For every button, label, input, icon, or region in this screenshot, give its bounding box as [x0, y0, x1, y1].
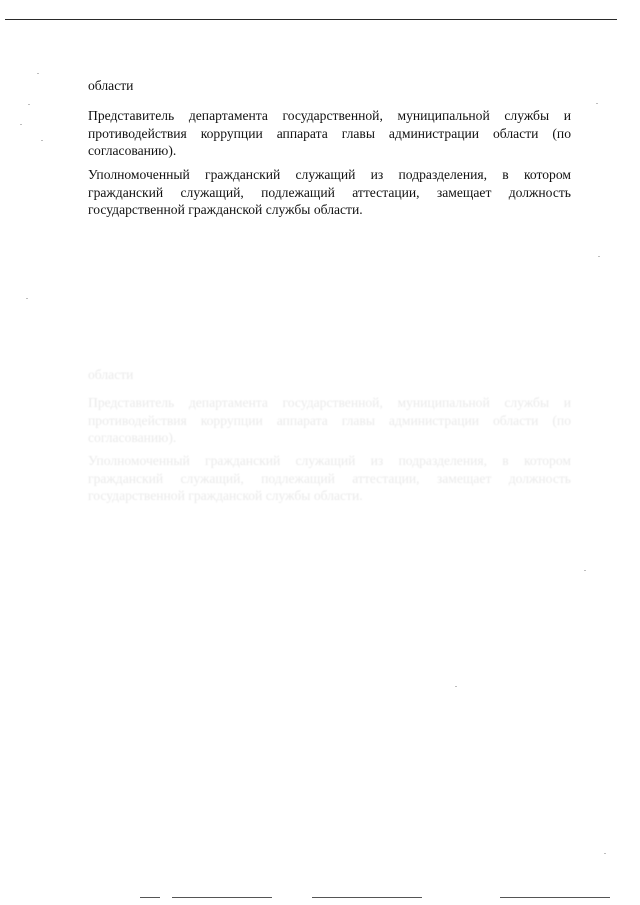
bleed-through-paragraph-1: Представитель департамента государственной, муниципальной службы и противодействия коррупции аппарата главы администрации области (по согласованию).: [88, 395, 571, 445]
scan-speck: [598, 256, 600, 257]
scan-speck: [584, 570, 586, 571]
scan-speck: [604, 853, 606, 854]
bleed-through-paragraph-2: Уполномоченный гражданский служащий из подразделения, в котором гражданский служащий, подлежащий аттестации, замещает должность государственной гражданской службы области.: [88, 453, 571, 503]
bottom-scan-line: [140, 897, 160, 898]
top-rule: [5, 19, 617, 20]
scan-speck: [26, 298, 28, 299]
scan-speck: [41, 140, 43, 141]
scan-speck: [20, 124, 22, 125]
scan-speck: [28, 104, 30, 105]
paragraph-authorized-servant: Уполномоченный гражданский служащий из подразделения, в котором гражданский служащий, подлежащий аттестации, замещает должность государственной гражданской службы области.: [88, 167, 571, 217]
paragraph-department-representative: Представитель департамента государственной, муниципальной службы и противодействия коррупции аппарата главы администрации области (по согласованию).: [88, 108, 571, 158]
bottom-scan-line: [172, 897, 272, 898]
scan-speck: [596, 103, 598, 104]
bleed-through-line: области: [88, 367, 134, 382]
bottom-scan-line: [312, 897, 422, 898]
scan-speck: [37, 73, 39, 74]
text-line-oblasti: области: [88, 78, 134, 93]
scan-speck: [455, 686, 457, 687]
bottom-scan-line: [500, 897, 610, 898]
